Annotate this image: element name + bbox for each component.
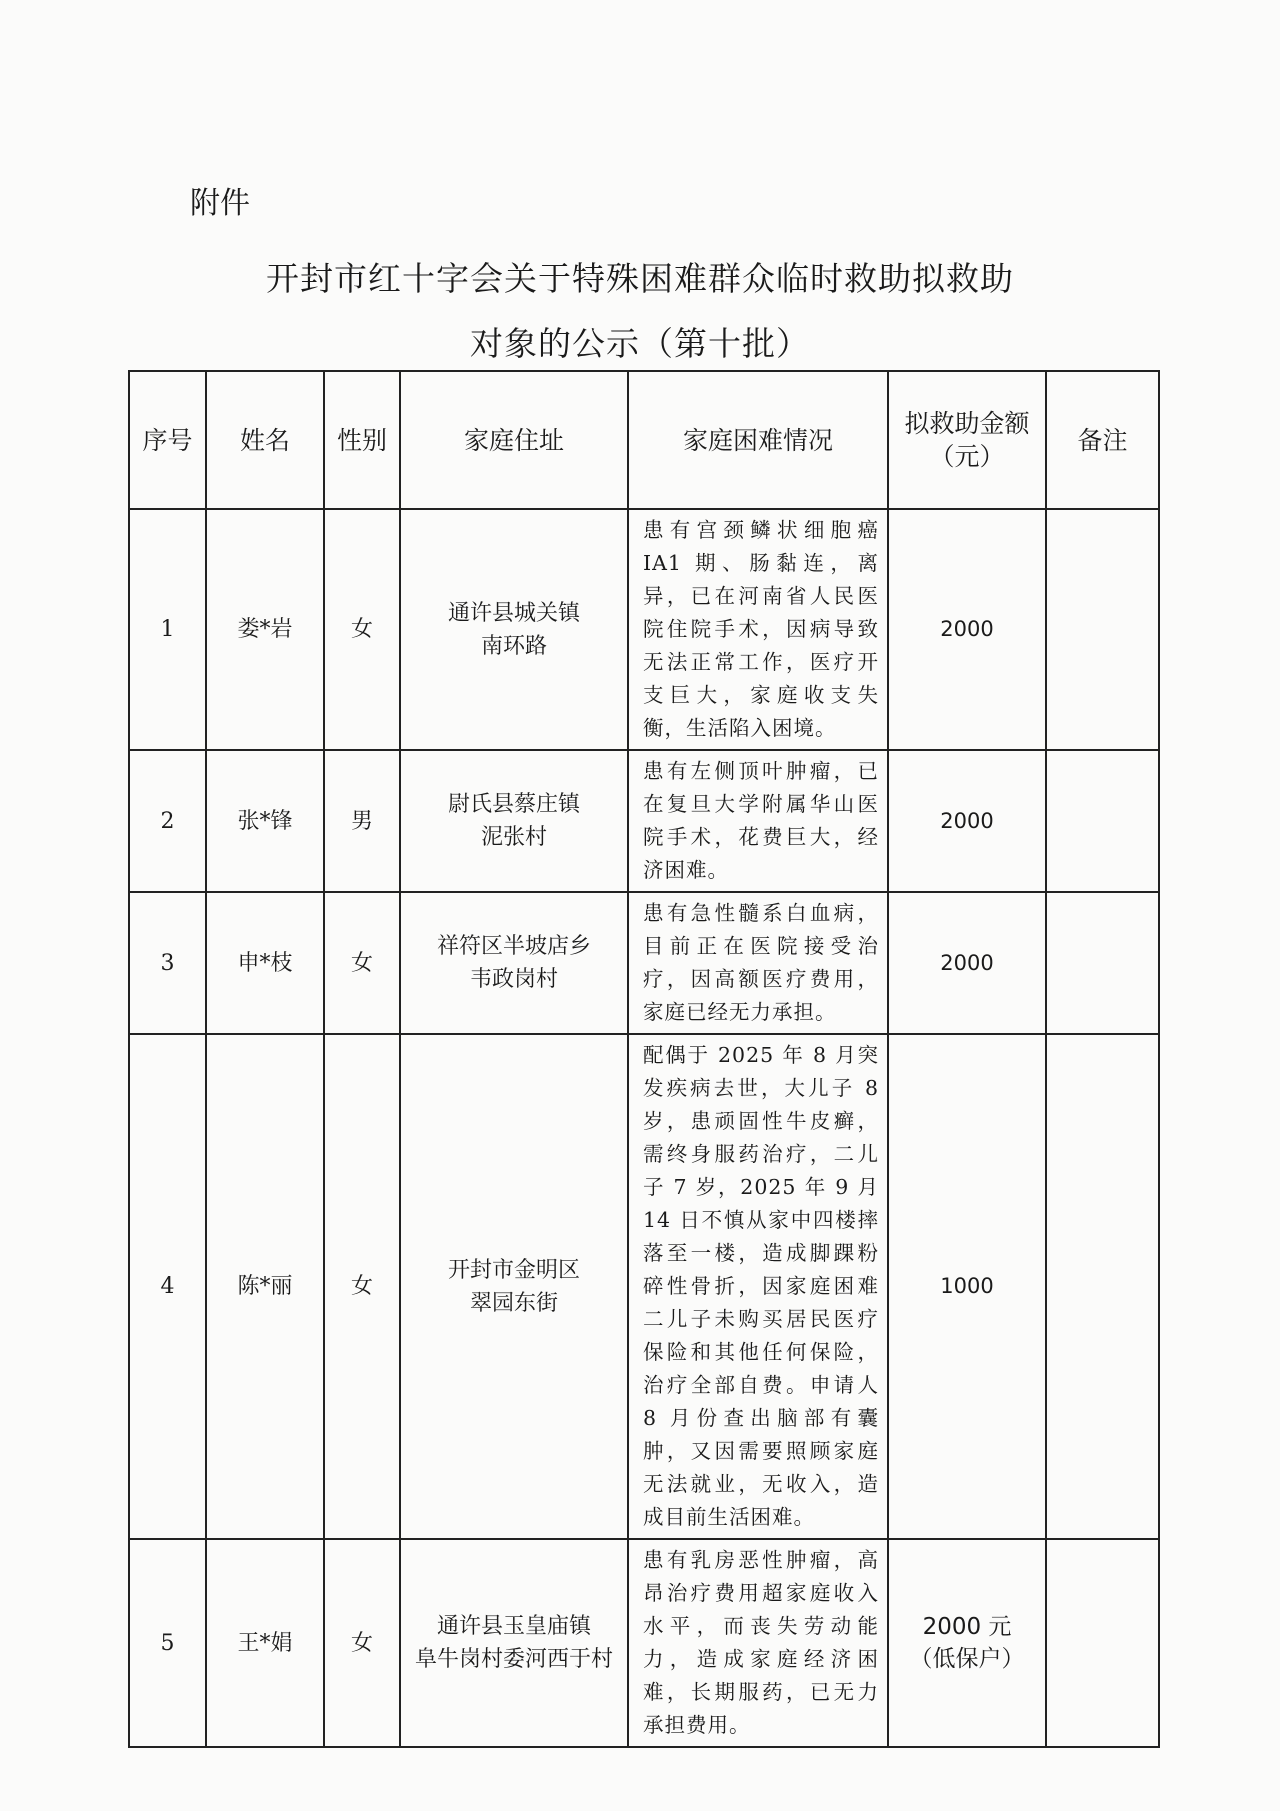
cell-situation: 配偶于 2025 年 8 月突发疾病去世，大儿子 8 岁，患顽固性牛皮癣，需终身服药治疗，二儿子 7 岁，2025 年 9 月 14 日不慎从家中四楼摔落至一楼，造成脚踝粉碎性骨折，因家庭困难二儿子未购买居民医疗保险和其他任何保险，治疗全部自费。申请人 8 月份查出脑部有囊肿，又因需要照顾家庭无法就业，无收入，造成目前生活困难。: [628, 1034, 888, 1539]
cell-remark: [1046, 892, 1159, 1034]
header-address: 家庭住址: [400, 371, 628, 509]
cell-address: [400, 750, 628, 892]
header-amount-line1: 拟救助金额: [904, 409, 1030, 438]
cell-index: 1: [129, 509, 206, 750]
cell-address: [400, 1539, 628, 1747]
cell-remark: [1046, 750, 1159, 892]
cell-address: [400, 509, 628, 750]
cell-situation: 患有乳房恶性肿瘤，高昂治疗费用超家庭收入水平，而丧失劳动能力，造成家庭经济困难，长期服药，已无力承担费用。: [628, 1539, 888, 1747]
relief-table: [128, 370, 1160, 1748]
cell-name: 申*枝: [206, 892, 324, 1034]
header-gender: 性别: [324, 371, 400, 509]
amount-line1: 2000 元: [922, 1614, 1012, 1640]
cell-index: 5: [129, 1539, 206, 1747]
cell-index: 2: [129, 750, 206, 892]
cell-name: 张*锋: [206, 750, 324, 892]
cell-index: 4: [129, 1034, 206, 1539]
cell-remark: [1046, 1034, 1159, 1539]
cell-situation: 患有左侧顶叶肿瘤，已在复旦大学附属华山医院手术，花费巨大，经济困难。: [628, 750, 888, 892]
cell-amount: [888, 892, 1046, 1034]
table-row: [129, 892, 1159, 1034]
cell-gender: 女: [324, 1539, 400, 1747]
cell-gender: 女: [324, 509, 400, 750]
cell-name: 娄*岩: [206, 509, 324, 750]
cell-remark: [1046, 1539, 1159, 1747]
amount-line1: 2000: [940, 808, 994, 833]
header-remark: 备注: [1046, 371, 1159, 509]
address-line1: 开封市金明区: [447, 1257, 580, 1283]
cell-amount: [888, 1034, 1046, 1539]
address-line2: 翠园东街: [469, 1290, 558, 1316]
table-header-row: [129, 371, 1159, 509]
cell-amount: [888, 509, 1046, 750]
amount-line1: 2000: [940, 950, 994, 975]
amount-line2: （低保户）: [909, 1646, 1025, 1672]
table-row: [129, 509, 1159, 750]
amount-line1: 2000: [940, 617, 994, 641]
page-title-line1: 开封市红十字会关于特殊困难群众临时救助拟救助: [266, 259, 1014, 298]
page-title-line2: 对象的公示（第十批）: [470, 324, 810, 363]
header-amount: [888, 371, 1046, 509]
cell-gender: 女: [324, 1034, 400, 1539]
table-row: [129, 1539, 1159, 1747]
table-row: [129, 1034, 1159, 1539]
cell-address: [400, 892, 628, 1034]
address-line1: 尉氏县蔡庄镇: [447, 792, 580, 817]
header-name: 姓名: [206, 371, 324, 509]
address-line1: 通许县城关镇: [447, 600, 580, 626]
address-line2: 泥张村: [480, 825, 547, 850]
address-line2: 阜牛岗村委河西于村: [414, 1647, 613, 1672]
table-row: [129, 750, 1159, 892]
address-line1: 通许县玉皇庙镇: [436, 1614, 591, 1639]
header-amount-line2: （元）: [929, 442, 1005, 471]
cell-name: 王*娟: [206, 1539, 324, 1747]
amount-line1: 1000: [940, 1274, 994, 1298]
cell-amount: [888, 750, 1046, 892]
cell-gender: 女: [324, 892, 400, 1034]
cell-address: [400, 1034, 628, 1539]
cell-amount: [888, 1539, 1046, 1747]
attachment-label: 附件: [190, 186, 250, 221]
cell-gender: 男: [324, 750, 400, 892]
header-index: 序号: [129, 371, 206, 509]
header-situation: 家庭困难情况: [628, 371, 888, 509]
address-line1: 祥符区半坡店乡: [436, 934, 591, 959]
address-line2: 韦政岗村: [469, 967, 558, 992]
cell-name: 陈*丽: [206, 1034, 324, 1539]
address-line2: 南环路: [480, 633, 547, 659]
cell-situation: 患有急性髓系白血病，目前正在医院接受治疗，因高额医疗费用，家庭已经无力承担。: [628, 892, 888, 1034]
cell-situation: 患有宫颈鳞状细胞癌 IA1 期、肠黏连，离异，已在河南省人民医院住院手术，因病导致无法正常工作，医疗开支巨大，家庭收支失衡，生活陷入困境。: [628, 509, 888, 750]
cell-index: 3: [129, 892, 206, 1034]
cell-remark: [1046, 509, 1159, 750]
